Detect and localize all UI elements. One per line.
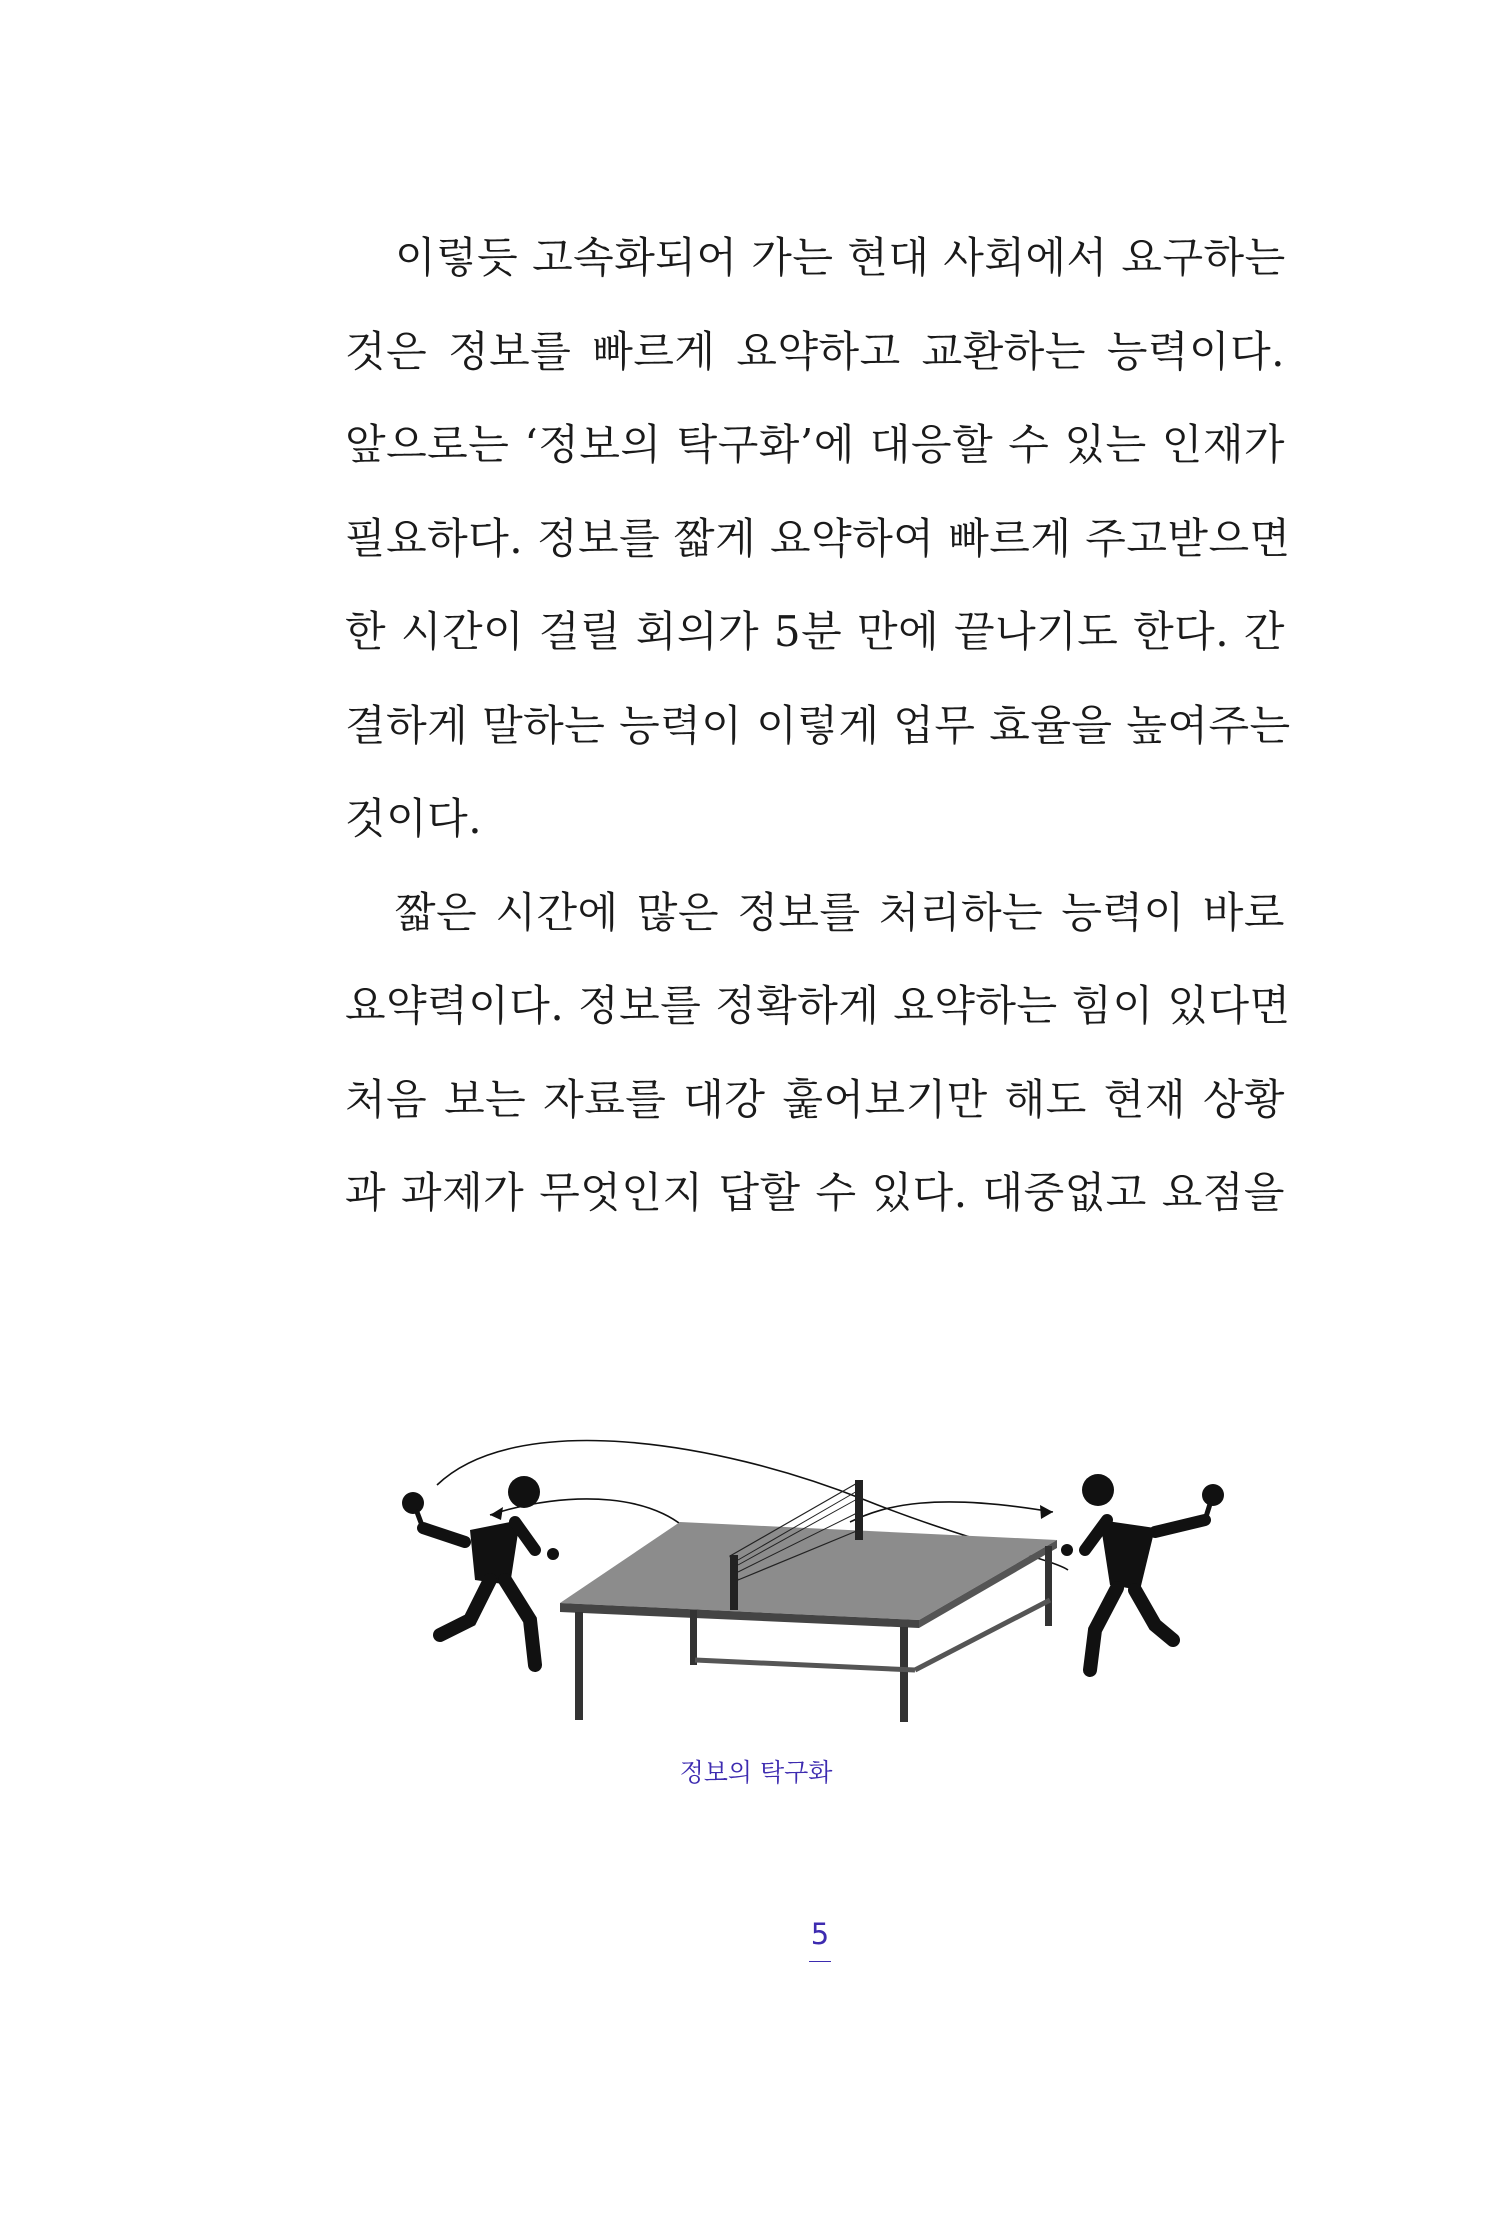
paragraph-1-line-5: 한 시간이 걸릴 회의가 5분 만에 끝나기도 한다. 간 — [345, 607, 1285, 656]
figure-caption: 정보의 탁구화 — [679, 1758, 833, 1787]
paragraph-1-line-6: 결하게 말하는 능력이 이렇게 업무 효율을 높여주는 — [345, 700, 1291, 750]
paragraph-2-line-4: 과 과제가 무엇인지 답할 수 있다. 대중없고 요점을 — [345, 1168, 1285, 1217]
paragraph-1-line-3: 앞으로는 ‘정보의 탁구화’에 대응할 수 있는 인재가 — [345, 420, 1285, 469]
paragraph-2-line-1: 짧은 시간에 많은 정보를 처리하는 능력이 바로 — [395, 887, 1285, 937]
paragraph-2-line-3: 처음 보는 자료를 대강 훑어보기만 해도 현재 상황 — [345, 1074, 1285, 1124]
body-text — [345, 218, 1291, 1247]
paragraph-1-line-4: 필요하다. 정보를 짧게 요약하여 빠르게 주고받으면 — [345, 513, 1291, 563]
page-number: 5 — [810, 1917, 830, 1951]
ping-pong-players-illustration — [395, 1420, 1235, 1740]
paragraph-1-line-2: 것은 정보를 빠르게 요약하고 교환하는 능력이다. — [345, 326, 1285, 376]
ball-trajectory-right — [850, 1502, 1053, 1522]
paragraph-2-line-2: 요약력이다. 정보를 정확하게 요약하는 힘이 있다면 — [345, 981, 1291, 1030]
right-player — [1061, 1474, 1224, 1670]
paragraph-1-line-1: 이렇듯 고속화되어 가는 현대 사회에서 요구하는 — [395, 233, 1286, 282]
page-number-underline — [809, 1961, 831, 1962]
ping-pong-table — [560, 1480, 1057, 1722]
paragraph-1-line-7: 것이다. — [345, 794, 483, 843]
